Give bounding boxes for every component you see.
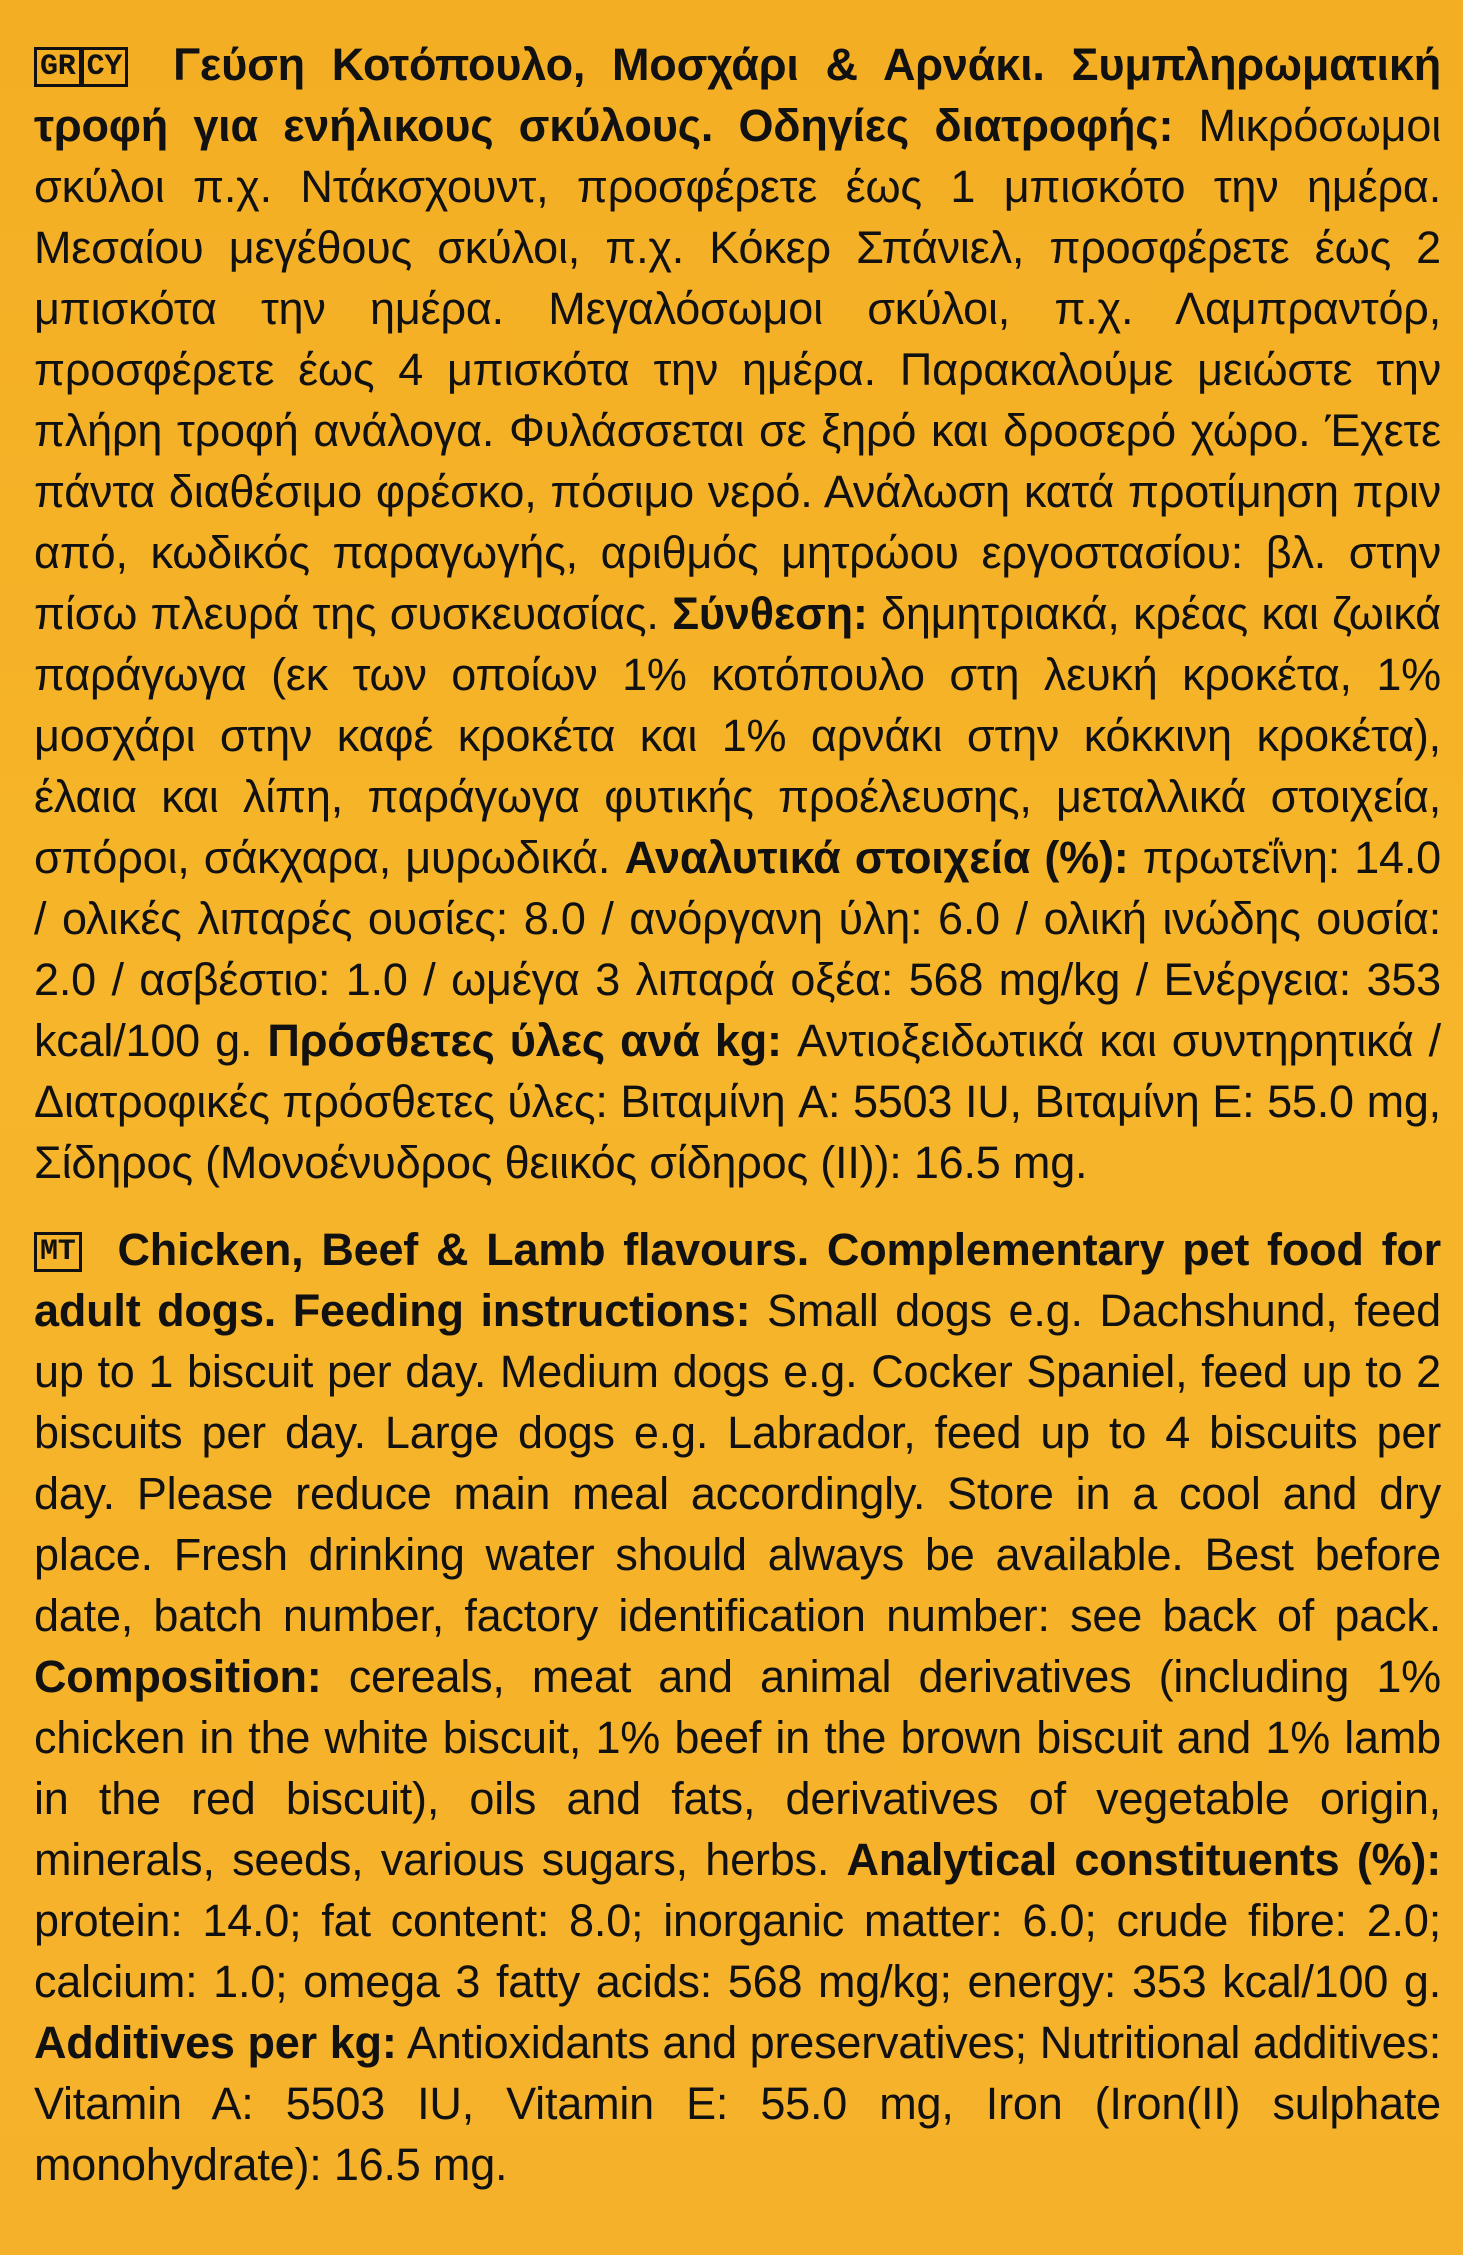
maltese-title: Chicken, Beef & Lamb flavours. Complementary pet food for adult dogs. (34, 1224, 1441, 1336)
maltese-analytical-text: protein: 14.0; fat content: 8.0; inorganic matter: 6.0; crude fibre: 2.0; calcium: 1.0; omega 3 fatty acids: 568 mg/kg; energy: 353 kcal/100 g. (34, 1895, 1441, 2007)
maltese-composition-heading: Composition: (34, 1651, 322, 1702)
greek-feeding-text: Μικρόσωμοι σκύλοι π.χ. Ντάκσχουντ, προσφέρετε έως 1 μπισκότο την ημέρα. Μεσαίου μεγέθους σκύλοι, π.χ. Κόκερ Σπάνιελ, προσφέρετε έως 2 μπισκότα την ημέρα. Μεγαλόσωμοι σκύλοι, π.χ. Λαμπραντόρ, προσφέρετε έως 4 μπισκότα την ημέρα. Παρακαλούμε μειώστε την πλήρη τροφή ανάλογα. Φυλάσσεται σε ξηρό και δροσερό χώρο. Έχετε πάντα διαθέσιμο φρέσκο, πόσιμο νερό. Ανάλωση κατά προτίμηση πριν από, κωδικός παραγωγής, αριθμός μητρώου εργοστασίου: βλ. στην πίσω πλευρά της συσκευασίας. (34, 100, 1442, 639)
country-code-cy: CY (81, 47, 129, 87)
maltese-additives-text: Antioxidants and preservatives; Nutritional additives: Vitamin A: 5503 IU, Vitamin E: 55.0 mg, Iron (Iron(II) sulphate monohydrate): 16.5 mg. (34, 2017, 1441, 2190)
country-codes-mt (34, 1224, 84, 1275)
maltese-feeding-text: Small dogs e.g. Dachshund, feed up to 1 biscuit per day. Medium dogs e.g. Cocker Spaniel, feed up to 2 biscuits per day. Large dogs e.g. Labrador, feed up to 4 biscuits per day. Please reduce main meal accordingly. Store in a cool and dry place. Fresh drinking water should always be available. Best before date, batch number, factory identification number: see back of pack. (34, 1285, 1441, 1641)
greek-analytical-heading: Αναλυτικά στοιχεία (%): (624, 832, 1129, 883)
maltese-section (34, 1219, 1441, 2195)
country-code-mt: MT (34, 1232, 82, 1272)
country-code-gr: GR (34, 47, 82, 87)
greek-feeding-heading: Οδηγίες διατροφής: (738, 100, 1174, 151)
greek-composition-text: δημητριακά, κρέας και ζωικά παράγωγα (εκ των οποίων 1% κοτόπουλο στη λευκή κροκέτα, 1% μοσχάρι στην καφέ κροκέτα και 1% αρνάκι στην κόκκινη κροκέτα), έλαια και λίπη, παράγωγα φυτικής προέλευσης, μεταλλικά στοιχεία, σπόροι, σάκχαρα, μυρωδικά. (34, 588, 1441, 883)
country-codes-gr-cy (34, 39, 130, 90)
maltese-analytical-heading: Analytical constituents (%): (846, 1834, 1441, 1885)
greek-additives-heading: Πρόσθετες ύλες ανά kg: (267, 1015, 782, 1066)
greek-title: Γεύση Κοτόπουλο, Μοσχάρι & Αρνάκι. Συμπληρωματική τροφή για ενήλικους σκύλους. (34, 39, 1441, 151)
maltese-additives-heading: Additives per kg: (34, 2017, 397, 2068)
greek-analytical-text: πρωτεΐνη: 14.0 / ολικές λιπαρές ουσίες: 8.0 / ανόργανη ύλη: 6.0 / ολική ινώδης ουσία: 2.0 / ασβέστιο: 1.0 / ωμέγα 3 λιπαρά οξέα: 568 mg/kg / Ενέργεια: 353 kcal/100 g. (34, 832, 1441, 1066)
maltese-composition-text: cereals, meat and animal derivatives (including 1% chicken in the white biscuit, 1% beef in the brown biscuit and 1% lamb in the red biscuit), oils and fats, derivatives of vegetable origin, minerals, seeds, various sugars, herbs. (34, 1651, 1441, 1885)
greek-additives-text: Αντιοξειδωτικά και συντηρητικά / Διατροφικές πρόσθετες ύλες: Βιταμίνη A: 5503 IU, Βιταμίνη E: 55.0 mg, Σίδηρος (Μονοένυδρος θειικός σίδηρος (II)): 16.5 mg. (34, 1015, 1441, 1188)
greek-composition-heading: Σύνθεση: (672, 588, 868, 639)
maltese-feeding-heading: Feeding instructions: (292, 1285, 751, 1336)
greek-section (34, 34, 1441, 1193)
